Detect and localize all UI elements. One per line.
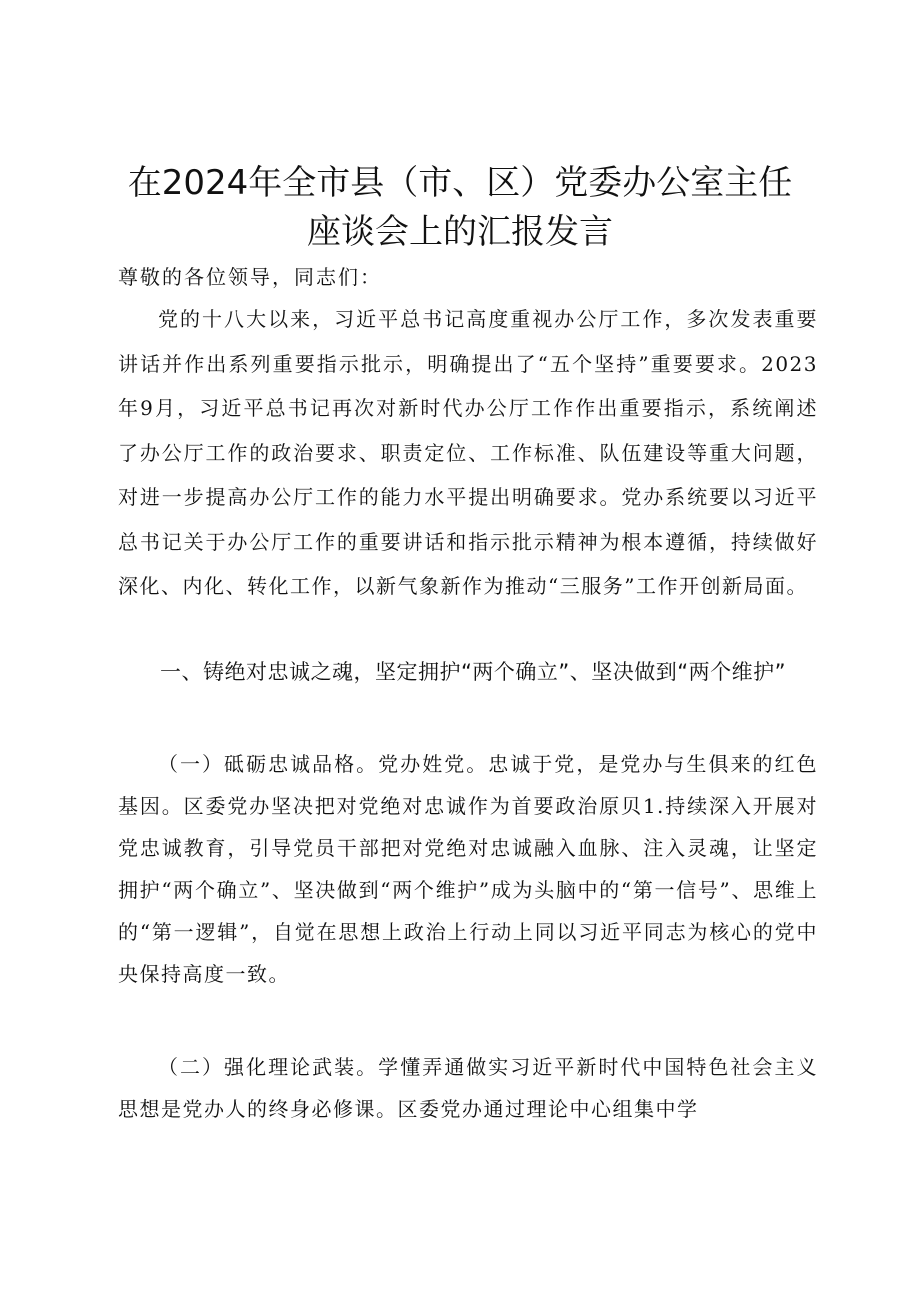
document-title-line1: 在2024年全市县（市、区）党委办公室主任 (127, 163, 793, 203)
section-heading: 一、铸绝对忠诚之魂，坚定拥护“两个确立”、坚决做到“两个维护” (160, 660, 787, 684)
document-title-line2: 座谈会上的汇报发言 (307, 212, 613, 252)
salutation: 尊敬的各位领导，同志们： (118, 265, 382, 289)
subsection-paragraph-2: （二）强化理论武装。学懂弄通做实习近平新时代中国特色社会主义思想是党办人的终身必修课。区委党办通过理论中心组集中学 (118, 1055, 818, 1121)
intro-paragraph: 党的十八大以来，习近平总书记高度重视办公厅工作，多次发表重要讲话并作出系列重要指示批示，明确提出了“五个坚持”重要要求。2023年9月，习近平总书记再次对新时代办公厅工作作出重要指示，系统阐述了办公厅工作的政治要求、职责定位、工作标准、队伍建设等重大问题，对进一步提高办公厅工作的能力水平提出明确要求。党办系统要以习近平总书记关于办公厅工作的重要讲话和指示批示精神为根本遵循，持续做好深化、内化、转化工作，以新气象新作为推动“三服务”工作开创新局面。 (118, 307, 818, 598)
subsection-paragraph-1: （一）砥砺忠诚品格。党办姓党。忠诚于党，是党办与生俱来的红色基因。区委党办坚决把对党绝对忠诚作为首要政治原贝1.持续深入开展对党忠诚教育，引导党员干部把对党绝对忠诚融入血脉、注入灵魂，让坚定拥护“两个确立”、坚决做到“两个维护”成为头脑中的“第一信号”、思维上的“第一逻辑”，自觉在思想上政治上行动上同以习近平同志为核心的党中央保持高度一致。 (118, 752, 818, 986)
